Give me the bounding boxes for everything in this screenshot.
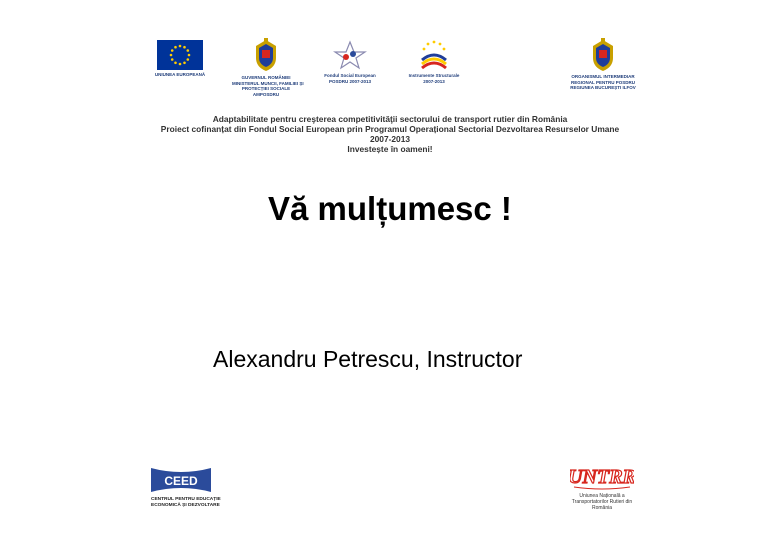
untrr-caption-line: Transportatorilor Rutieri din bbox=[571, 499, 633, 505]
program-period: 2007-2013 bbox=[369, 134, 411, 144]
ceed-caption bbox=[151, 497, 221, 509]
program-slogan: Investește în oameni! bbox=[347, 144, 433, 154]
untrr-caption-line: România bbox=[591, 505, 612, 511]
oi-caption-line: REGIONAL PENTRU POSDRU bbox=[571, 79, 635, 85]
is-caption-line: 2007-2013 bbox=[423, 78, 445, 84]
cofinancing-note: Proiect cofinanțat din Fondul Social European prin Programul Operațional Sectorial Dezvoltarea Resurselor Umane bbox=[160, 124, 620, 134]
fse-caption-line: Fondul Social European bbox=[324, 73, 376, 78]
untrr-caption-line: Uniunea Națională a bbox=[579, 493, 625, 499]
oi-caption-line: REGIUNEA BUCUREȘTI ILFOV bbox=[570, 85, 636, 90]
eu-flag-icon bbox=[157, 40, 203, 70]
ceed-logo-text: CEED bbox=[164, 474, 198, 488]
thank-you-heading: Vă mulțumesc ! bbox=[268, 190, 512, 227]
funding-statement bbox=[160, 114, 620, 154]
coat-of-arms-icon bbox=[253, 38, 279, 72]
structural-instruments-icon bbox=[416, 38, 452, 70]
fse-star-icon bbox=[332, 40, 368, 70]
eu-flag-logo bbox=[157, 40, 203, 70]
untrr-logo bbox=[570, 462, 634, 492]
project-title: Adaptabilitate pentru creşterea competitivităţii sectorului de transport rutier din România bbox=[212, 114, 568, 124]
fse-logo bbox=[332, 40, 368, 70]
ministry-caption-line: MINISTERUL MUNCII, FAMILIEI ȘI bbox=[232, 80, 304, 86]
untrr-logo-text: UNTRR bbox=[570, 466, 634, 488]
untrr-caption bbox=[566, 493, 638, 511]
intermediate-body-coat-of-arms-logo bbox=[590, 38, 616, 72]
amposdru-caption-line: AMPOSDRU bbox=[252, 91, 280, 97]
fse-caption-line: POSDRU 2007-2013 bbox=[328, 78, 372, 84]
oi-caption-line: ORGANISMUL INTERMEDIAR bbox=[571, 74, 635, 79]
eu-caption: UNIUNEA EUROPEANĂ bbox=[154, 72, 206, 77]
ceed-caption-line: ECONOMICĂ ȘI DEZVOLTARE bbox=[151, 503, 220, 508]
government-coat-of-arms-logo bbox=[253, 38, 279, 72]
government-caption bbox=[232, 75, 304, 97]
is-caption-line: Instrumente Structurale bbox=[408, 73, 460, 78]
ministry-caption-line: PROTECȚIEI SOCIALE bbox=[241, 86, 291, 91]
structural-instruments-caption bbox=[406, 73, 462, 84]
structural-instruments-logo bbox=[416, 38, 452, 70]
ceed-emblem-icon bbox=[150, 466, 212, 494]
author-line: Alexandru Petrescu, Instructor bbox=[213, 346, 523, 372]
intermediate-body-caption bbox=[566, 74, 640, 91]
untrr-emblem-icon bbox=[570, 462, 634, 492]
coat-of-arms-icon bbox=[590, 38, 616, 72]
ceed-logo bbox=[150, 466, 212, 494]
fse-caption bbox=[322, 73, 378, 84]
ceed-caption-line: CENTRUL PENTRU EDUCAȚIE bbox=[151, 497, 221, 502]
government-caption-line: GUVERNUL ROMÂNIEI bbox=[241, 75, 291, 80]
